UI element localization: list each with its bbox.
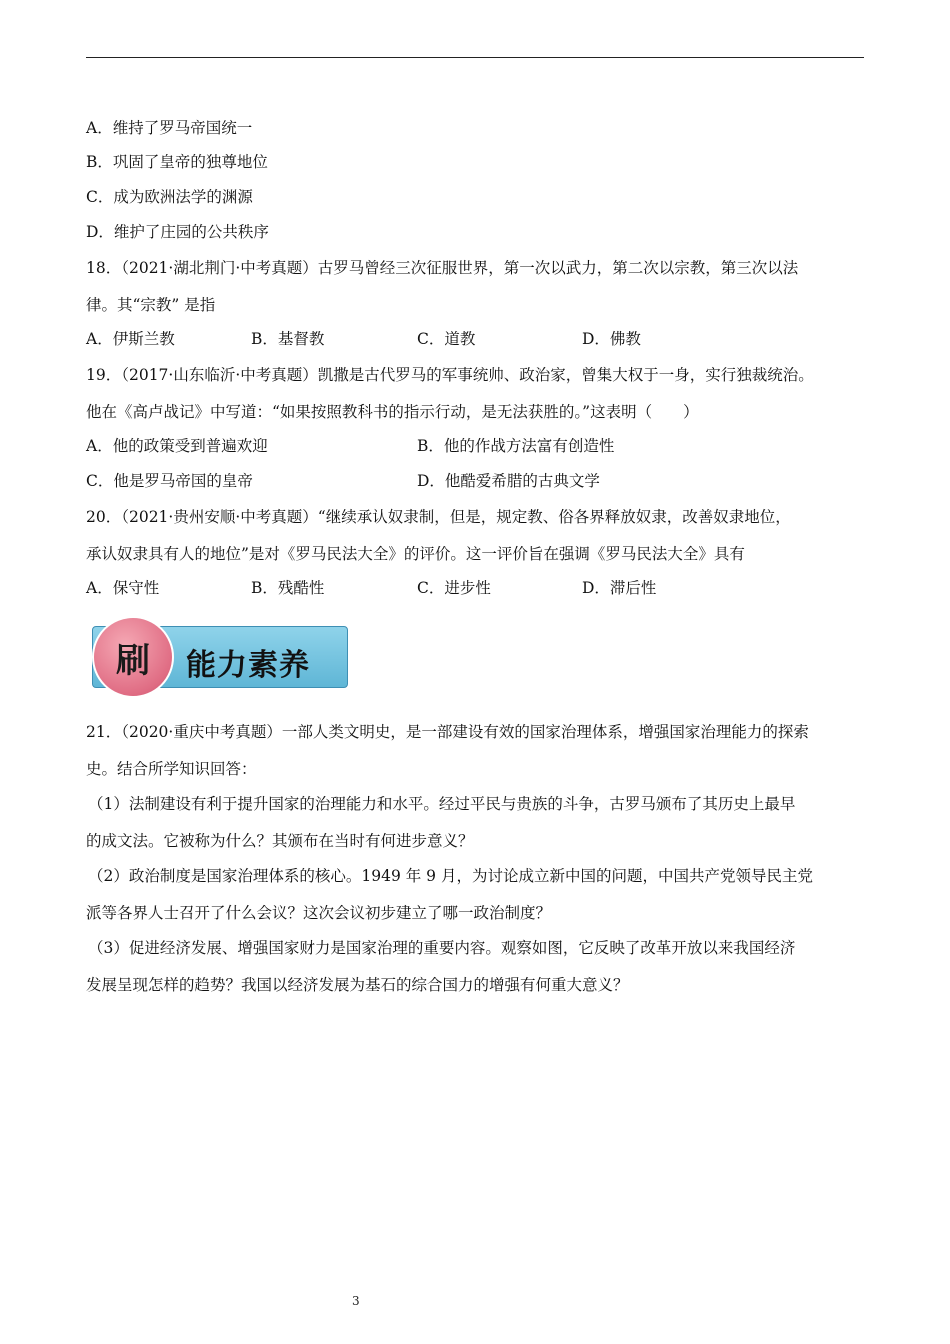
q21-part3-line2: 发展呈现怎样的趋势？我国以经济发展为基石的综合国力的增强有何重大意义？ [86,976,629,994]
q21-stem-line2: 史。结合所学知识回答： [86,760,257,778]
q20-options [86,578,866,598]
q19-stem-line1: 19．（2017·山东临沂·中考真题）凯撒是古代罗马的军事统帅、政治家，曾集大权于一身，实行独裁统治。 [86,366,814,384]
q20-option-a: A．保守性 [86,579,160,597]
q18-options [86,329,866,349]
q18-option-c: C．道教 [417,330,476,348]
q18-option-a: A．伊斯兰教 [86,330,175,348]
q19-stem-line2: 他在《高卢战记》中写道：“如果按照教科书的指示行动，是无法获胜的。”这表明（ ） [86,403,699,421]
q20-stem-line1: 20．（2021·贵州安顺·中考真题）“继续承认奴隶制，但是，规定教、俗各界释放奴隶，改善奴隶地位， [86,508,791,526]
section-banner [90,622,348,692]
q18-stem-line2: 律。其“宗教” 是指 [86,296,216,314]
q19-options-row1 [86,436,866,456]
q21-stem-line1: 21．（2020·重庆中考真题）一部人类文明史，是一部建设有效的国家治理体系，增强国家治理能力的探索 [86,723,809,741]
q21-part3-line1: （3）促进经济发展、增强国家财力是国家治理的重要内容。观察如图，它反映了改革开放以来我国经济 [88,939,796,957]
page-number: 3 [352,1294,360,1308]
q19-option-d: D．他酷爱希腊的古典文学 [417,472,600,490]
q19-option-c: C．他是罗马帝国的皇帝 [86,472,253,490]
q18-option-b: B．基督教 [251,330,325,348]
q20-option-b: B．残酷性 [251,579,325,597]
q21-part1-line1: （1）法制建设有利于提升国家的治理能力和水平。经过平民与贵族的斗争，古罗马颁布了其历史上最早 [88,795,796,813]
q21-part2-line1: （2）政治制度是国家治理体系的核心。1949 年 9 月，为讨论成立新中国的问题，中国共产党领导民主党 [88,867,813,885]
q17-option-d: D．维护了庄园的公共秩序 [86,223,269,241]
header-rule [86,57,864,58]
q17-option-a: A．维持了罗马帝国统一 [86,119,253,137]
section-banner-char: 刷 [116,640,150,681]
q17-option-c: C．成为欧洲法学的渊源 [86,188,253,206]
q20-stem-line2: 承认奴隶具有人的地位”是对《罗马民法大全》的评价。这一评价旨在强调《罗马民法大全》具有 [86,545,745,563]
q19-option-a: A．他的政策受到普遍欢迎 [86,437,268,455]
q18-option-d: D．佛教 [582,330,641,348]
q19-option-b: B．他的作战方法富有创造性 [417,437,615,455]
q21-part1-line2: 的成文法。它被称为什么？其颁布在当时有何进步意义？ [86,832,474,850]
q18-stem-line1: 18．（2021·湖北荆门·中考真题）古罗马曾经三次征服世界，第一次以武力，第二次以宗教，第三次以法 [86,259,799,277]
section-banner-badge [92,616,174,698]
q21-part2-line2: 派等各界人士召开了什么会议？这次会议初步建立了哪一政治制度？ [86,904,552,922]
section-banner-title: 能力素养 [186,648,310,683]
q20-option-d: D．滞后性 [582,579,657,597]
q17-option-b: B．巩固了皇帝的独尊地位 [86,153,268,171]
q19-options-row2 [86,471,866,491]
q20-option-c: C．进步性 [417,579,491,597]
